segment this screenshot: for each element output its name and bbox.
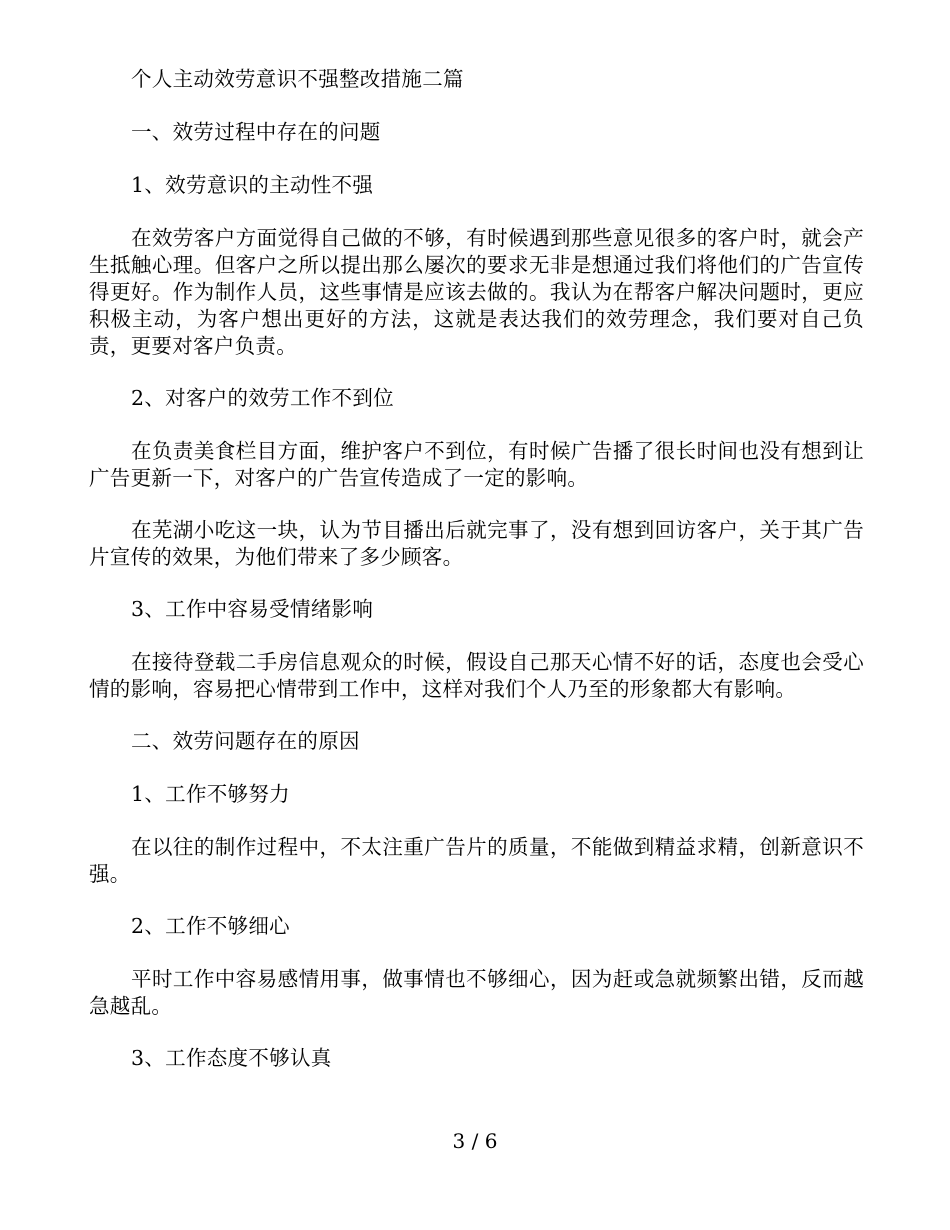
- paragraph: 在芜湖小吃这一块，认为节目播出后就完事了，没有想到回访客户，关于其广告片宣传的效果，为他们带来了多少顾客。: [89, 518, 864, 569]
- subheading-1: 1、工作不够努力: [131, 782, 290, 806]
- subheading-1: 1、效劳意识的主动性不强: [131, 173, 374, 197]
- subheading-3: 3、工作中容易受情绪影响: [131, 597, 374, 621]
- section-heading-causes: 二、效劳问题存在的原因: [131, 729, 360, 753]
- section-heading-problems: 一、效劳过程中存在的问题: [131, 120, 381, 144]
- document-page: [89, 66, 864, 1098]
- subheading-2: 2、工作不够细心: [131, 914, 290, 938]
- paragraph: 在负责美食栏目方面，维护客户不到位，有时候广告播了很长时间也没有想到让广告更新一下，对客户的广告宣传造成了一定的影响。: [89, 439, 864, 490]
- paragraph: 在接待登载二手房信息观众的时候，假设自己那天心情不好的话，态度也会受心情的影响，容易把心情带到工作中，这样对我们个人乃至的形象都大有影响。: [89, 650, 864, 701]
- paragraph: 在效劳客户方面觉得自己做的不够，有时候遇到那些意见很多的客户时，就会产生抵触心理。但客户之所以提出那么屡次的要求无非是想通过我们将他们的广告宣传得更好。作为制作人员，这些事情是应该去做的。我认为在帮客户解决问题时，更应积极主动，为客户想出更好的方法，这就是表达我们的效劳理念，我们要对自己负责，更要对客户负责。: [89, 226, 864, 358]
- subheading-3: 3、工作态度不够认真: [131, 1046, 332, 1070]
- paragraph: 在以往的制作过程中，不太注重广告片的质量，不能做到精益求精，创新意识不强。: [89, 835, 864, 886]
- paragraph: 平时工作中容易感情用事，做事情也不够细心，因为赶或急就频繁出错，反而越急越乱。: [89, 967, 864, 1018]
- subheading-2: 2、对客户的效劳工作不到位: [131, 386, 394, 410]
- page-number: 3 / 6: [452, 1129, 498, 1153]
- document-title: 个人主动效劳意识不强整改措施二篇: [131, 67, 464, 91]
